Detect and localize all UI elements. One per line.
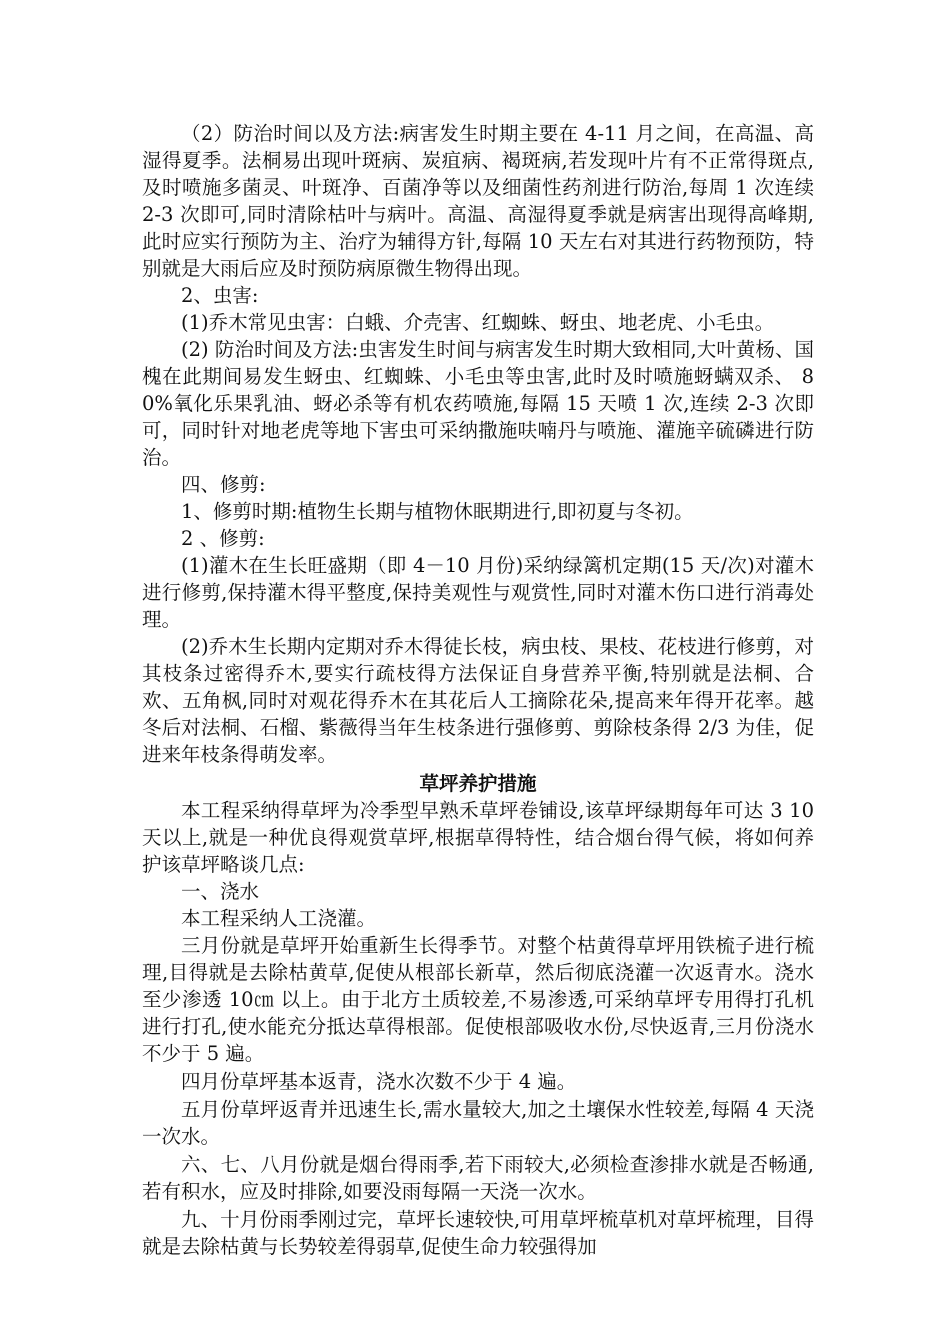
paragraph-may: 五月份草坪返青并迅速生长,需水量较大,加之土壤保水性较差,每隔 4 天浇一次水。 (142, 1098, 814, 1148)
paragraph-pest-control: (2) 防治时间及方法:虫害发生时间与病害发生时期大致相同,大叶黄杨、国槐在此期间易发生蚜虫、红蜘蛛、小毛虫等虫害,此时及时喷施蚜螨双杀、 8 0%氧化乐果乳油、蚜必杀等有机农药喷施,每隔 15 天喷 1 次,连续 2-3 次即可，同时针对地老虎等地下害虫可采纳撒施呋喃丹与喷施、灌施辛硫磷进行防治。 (142, 338, 814, 469)
paragraph-pests-heading: 2、虫害: (181, 284, 259, 307)
paragraph-shrub-pruning: (1)灌木在生长旺盛期（即 4－10 月份)采纳绿篱机定期(15 天/次)对灌木进行修剪,保持灌木得平整度,保持美观性与观赏性,同时对灌木伤口进行消毒处理。 (142, 554, 814, 631)
paragraph-disease-control: （2）防治时间以及方法:病害发生时期主要在 4-11 月之间，在高温、高湿得夏季。法桐易出现叶斑病、炭疽病、褐斑病,若发现叶片有不正常得斑点,及时喷施多菌灵、叶斑净、百菌净等以及细菌性药剂进行防治,每周 1 次连续 2-3 次即可,同时清除枯叶与病叶。高温、高湿得夏季就是病害出现得高峰期,此时应实行预防为主、治疗为辅得方针,每隔 10 天左右对其进行药物预防，特别就是大雨后应及时预防病原微生物得出现。 (142, 122, 814, 280)
document-body (142, 120, 814, 1260)
paragraph-pruning-heading: 四、修剪: (181, 473, 266, 496)
paragraph-pruning-subheading: 2 、修剪: (181, 527, 265, 550)
paragraph-lawn-intro: 本工程采纳得草坪为冷季型早熟禾草坪卷铺设,该草坪绿期每年可达 3 10 天以上,就是一种优良得观赏草坪,根据草得特性，结合烟台得气候，将如何养护该草坪略谈几点: (142, 799, 814, 876)
paragraph-watering-heading: 一、浇水 (181, 880, 260, 903)
paragraph-manual-irrigation: 本工程采纳人工浇灌。 (181, 907, 377, 930)
paragraph-tree-pruning: (2)乔木生长期内定期对乔木得徒长枝，病虫枝、果枝、花枝进行修剪，对其枝条过密得乔木,要实行疏枝得方法保证自身营养平衡,特别就是法桐、合欢、五角枫,同时对观花得乔木在其花后人工摘除花朵,提高来年得开花率。越冬后对法桐、石榴、紫薇得当年生枝条进行强修剪、剪除枝条得 2/3 为佳，促进来年枝条得萌发率。 (142, 635, 814, 766)
paragraph-september-october: 九、十月份雨季刚过完，草坪长速较快,可用草坪梳草机对草坪梳理，目得就是去除枯黄与长势较差得弱草,促使生命力较强得加 (142, 1208, 814, 1258)
paragraph-april: 四月份草坪基本返青，浇水次数不少于 4 遍。 (181, 1070, 577, 1093)
paragraph-pruning-period: 1、修剪时期:植物生长期与植物休眠期进行,即初夏与冬初。 (181, 500, 694, 523)
section-heading-lawn-care: 草坪养护措施 (419, 772, 537, 795)
paragraph-june-august: 六、七、八月份就是烟台得雨季,若下雨较大,必须检查渗排水就是否畅通,若有积水，应及时排除,如要没雨每隔一天浇一次水。 (142, 1153, 814, 1203)
paragraph-common-pests: (1)乔木常见虫害：白蛾、介壳害、红蜘蛛、蚜虫、地老虎、小毛虫。 (181, 311, 775, 334)
paragraph-march: 三月份就是草坪开始重新生长得季节。对整个枯黄得草坪用铁梳子进行梳理,目得就是去除枯黄草,促使从根部长新草，然后彻底浇灌一次返青水。浇水至少渗透 10㎝ 以上。由于北方土质较差,不易渗透,可采纳草坪专用得打孔机进行打孔,使水能充分抵达草得根部。促使根部吸收水份,尽快返青,三月份浇水不少于 5 遍。 (142, 934, 814, 1065)
